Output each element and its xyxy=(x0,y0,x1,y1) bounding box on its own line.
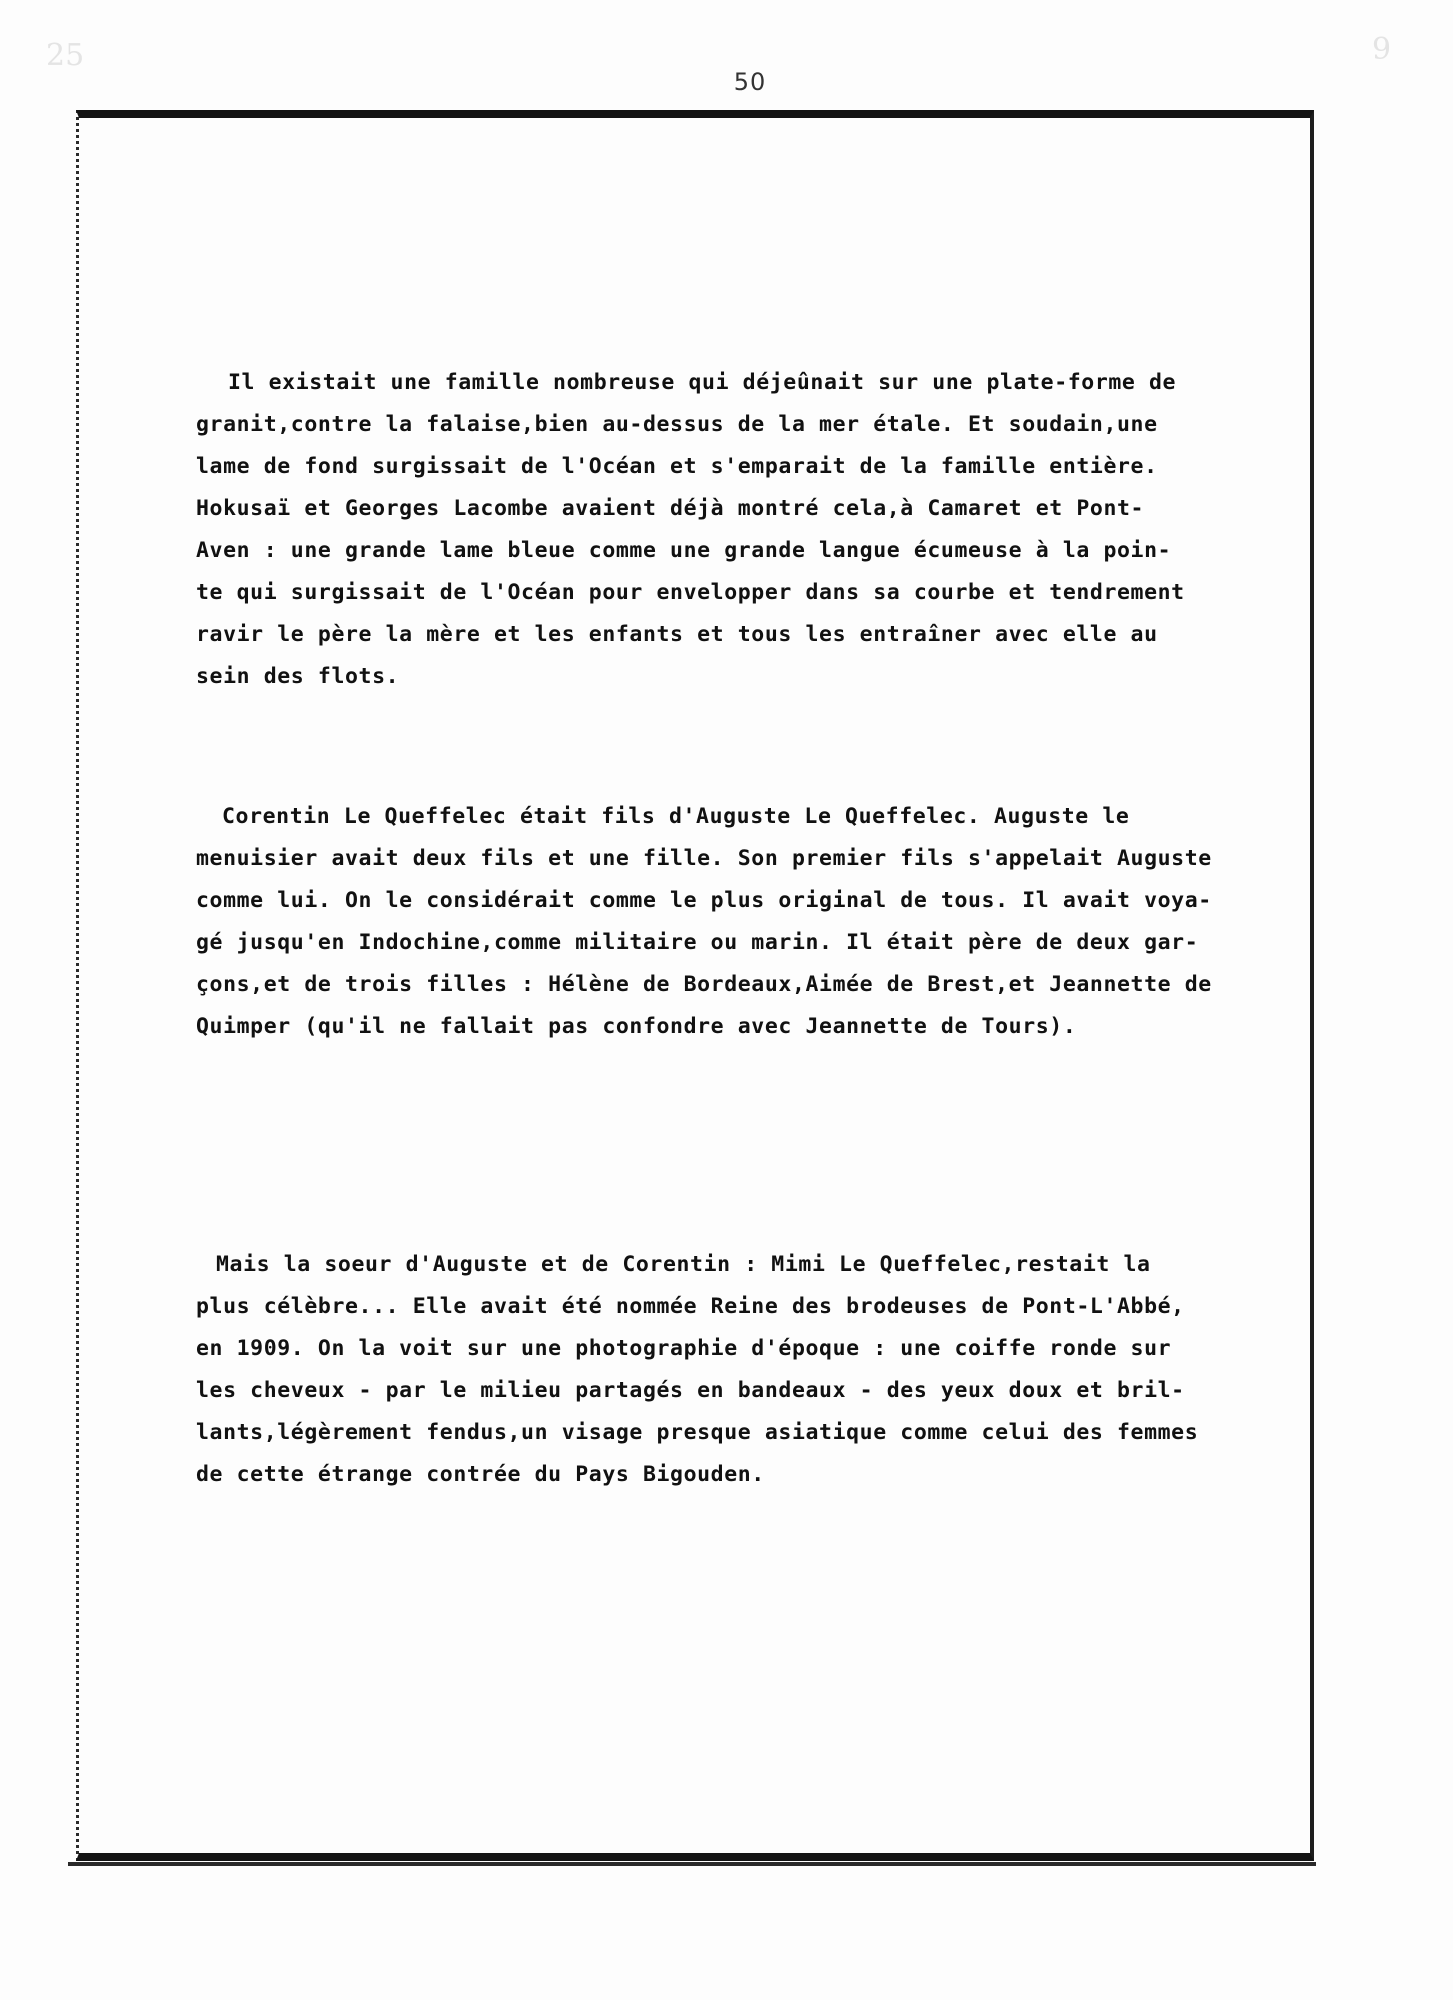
paragraph-mimi xyxy=(196,1244,1198,1496)
text-line: Aven : une grande lame bleue comme une grande langue écumeuse à la poin- xyxy=(196,538,1172,563)
text-line: en 1909. On la voit sur une photographie d'époque : une coiffe ronde sur xyxy=(196,1336,1172,1361)
page-border-shadow xyxy=(68,1862,1316,1866)
text-line: granit,contre la falaise,bien au-dessus de la mer étale. Et soudain,une xyxy=(196,412,1158,437)
text-line: sein des flots. xyxy=(196,664,400,689)
text-line: comme lui. On le considérait comme le plus original de tous. Il avait voya- xyxy=(196,888,1212,913)
text-line: lame de fond surgissait de l'Océan et s'emparait de la famille entière. xyxy=(196,454,1158,479)
text-line: çons,et de trois filles : Hélène de Bordeaux,Aimée de Brest,et Jeannette de xyxy=(196,972,1212,997)
text-line: Mais la soeur d'Auguste et de Corentin : Mimi Le Queffelec,restait la xyxy=(216,1252,1151,1277)
paragraph-family-wave xyxy=(196,362,1185,698)
paragraph-corentin xyxy=(196,796,1212,1048)
text-line: de cette étrange contrée du Pays Bigouden. xyxy=(196,1462,765,1487)
text-line: les cheveux - par le milieu partagés en bandeaux - des yeux doux et bril- xyxy=(196,1378,1185,1403)
margin-mark-left: 25 xyxy=(46,38,85,73)
text-line: Hokusaï et Georges Lacombe avaient déjà montré cela,à Camaret et Pont- xyxy=(196,496,1145,521)
margin-mark-right: 9 xyxy=(1372,32,1392,67)
text-line: te qui surgissait de l'Océan pour envelopper dans sa courbe et tendrement xyxy=(196,580,1185,605)
text-line: Quimper (qu'il ne fallait pas confondre avec Jeannette de Tours). xyxy=(196,1014,1077,1039)
text-line: lants,légèrement fendus,un visage presque asiatique comme celui des femmes xyxy=(196,1420,1199,1445)
page-number: 50 xyxy=(733,68,767,96)
text-line: Il existait une famille nombreuse qui déjeûnait sur une plate-forme de xyxy=(228,370,1177,395)
text-line: menuisier avait deux fils et une fille. Son premier fils s'appelait Auguste xyxy=(196,846,1212,871)
text-line: ravir le père la mère et les enfants et tous les entraîner avec elle au xyxy=(196,622,1158,647)
text-line: Corentin Le Queffelec était fils d'Auguste Le Queffelec. Auguste le xyxy=(222,804,1130,829)
text-line: gé jusqu'en Indochine,comme militaire ou marin. Il était père de deux gar- xyxy=(196,930,1199,955)
text-line: plus célèbre... Elle avait été nommée Reine des brodeuses de Pont-L'Abbé, xyxy=(196,1294,1185,1319)
